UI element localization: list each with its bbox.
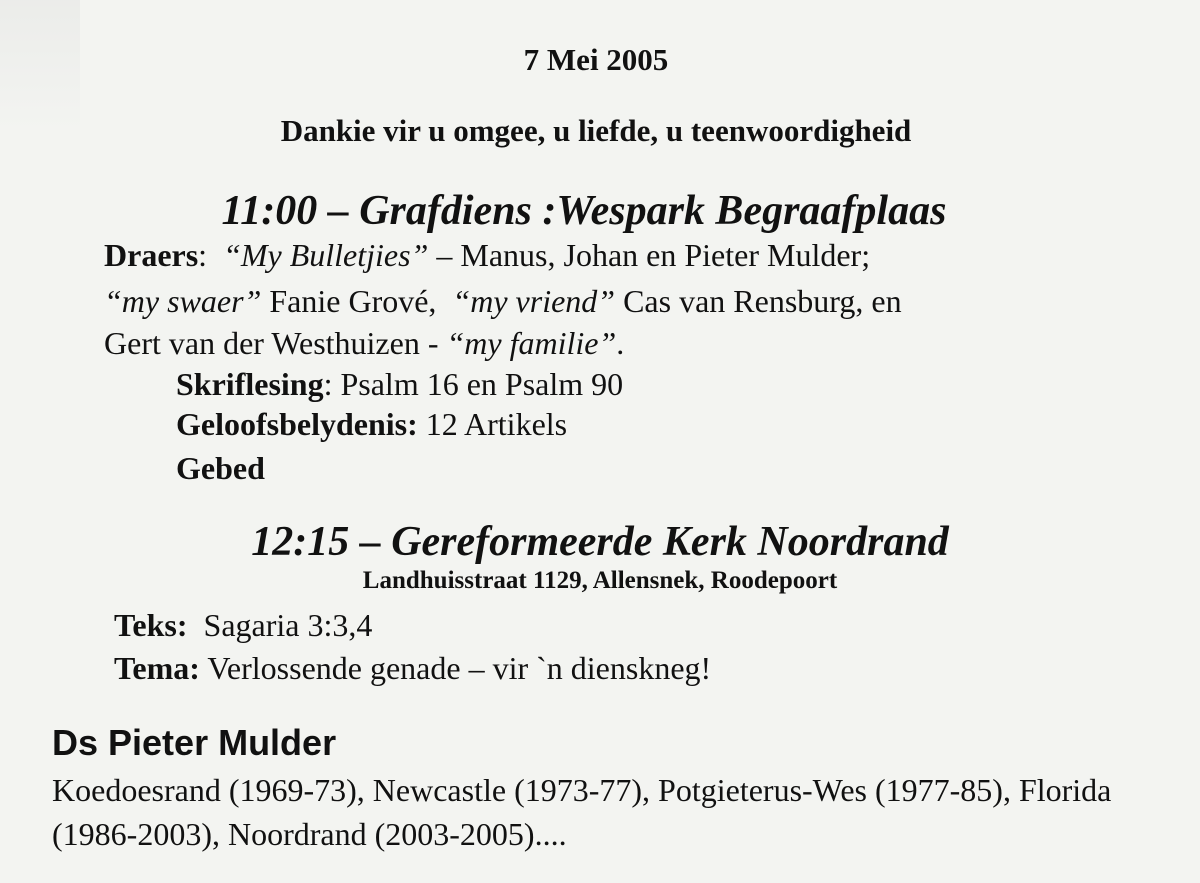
bearers-colon: :: [198, 237, 208, 273]
creed-label: Geloofsbelydenis:: [176, 406, 418, 442]
quote-familie: “my familie”: [446, 325, 617, 361]
text-label: Teks:: [114, 607, 188, 643]
theme-line: [114, 650, 711, 687]
family-name: Gert van der Westhuizen -: [104, 325, 447, 361]
theme-value: Verlossende genade – vir `n dienskneg!: [199, 650, 712, 686]
end-period: .: [616, 325, 625, 361]
bearers-line: [104, 237, 870, 274]
swaer-name: Fanie Grové,: [261, 283, 445, 319]
reading-label: Skriflesing: [176, 366, 324, 402]
sons-names: – Manus, Johan en Pieter Mulder;: [428, 237, 871, 273]
bearers-line-2: [104, 283, 902, 320]
reading-value: Psalm 16 en Psalm 90: [332, 366, 624, 402]
vriend-name: Cas van Rensburg, en: [615, 283, 902, 319]
bearers-line-3: [104, 325, 624, 362]
reading-line: [176, 366, 623, 403]
graveside-heading: 11:00 – Grafdiens :Wespark Begraafplaas: [221, 188, 947, 234]
reading-colon: :: [323, 366, 333, 402]
minister-career: Koedoesrand (1969-73), Newcastle (1973-77), Potgieterus-Wes (1977-85), Florida (1986-2003), Noordrand (2003-2005)....: [52, 772, 1112, 852]
creed-line: [176, 406, 567, 443]
bearers-label: Draers: [104, 237, 199, 273]
minister-name: Ds Pieter Mulder: [52, 722, 337, 763]
thanks-line: Dankie vir u omgee, u liefde, u teenwoordigheid: [280, 113, 912, 148]
creed-value: 12 Artikels: [417, 406, 568, 442]
text-line: [114, 607, 372, 644]
service-date: 7 Mei 2005: [523, 42, 669, 77]
text-value: Sagaria 3:3,4: [187, 607, 373, 643]
prayer-line: [176, 450, 265, 487]
church-address: Landhuisstraat 1129, Allensnek, Roodepoort: [362, 567, 838, 594]
prayer-label: Gebed: [176, 450, 265, 486]
theme-label: Tema:: [114, 650, 200, 686]
church-heading: 12:15 – Gereformeerde Kerk Noordrand: [251, 519, 949, 565]
quote-swaer: “my swaer”: [104, 283, 262, 319]
quote-bulletjies: “My Bulletjies”: [223, 237, 429, 273]
quote-vriend: “my vriend”: [452, 283, 616, 319]
